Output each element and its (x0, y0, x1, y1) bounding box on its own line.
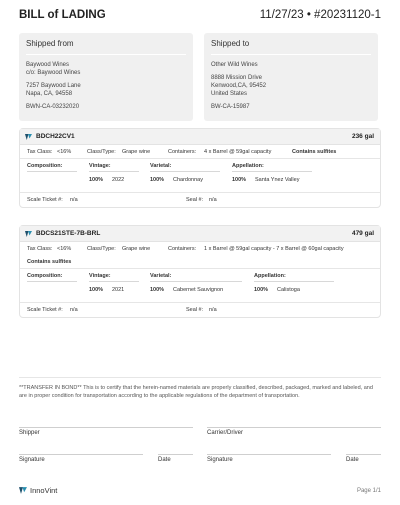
vintage-value: 2021 (112, 287, 125, 293)
scale-ticket-label: Scale Ticket #: (27, 307, 63, 313)
composition-row (20, 269, 380, 303)
product-info-row (20, 145, 380, 159)
tax-class-label: Tax Class: (27, 246, 53, 252)
scale-seal-row (20, 193, 380, 207)
document-header (19, 9, 381, 25)
product-volume: 236 gal (351, 133, 374, 140)
class-type-label: Class/Type: (87, 246, 116, 252)
product-code: BDCH22CV1 (36, 133, 75, 140)
scale-seal-row (20, 303, 380, 317)
containers-value: 4 x Barrel @ 59gal capacity (204, 149, 272, 155)
containers-label: Containers: (168, 149, 197, 155)
shipped-from-city: Napa, CA, 94558 (26, 91, 73, 97)
appellation-value: Calistoga (277, 287, 300, 293)
vintage-percent: 100% (89, 287, 104, 293)
seal-label: Seal #: (186, 197, 204, 203)
shipper-date-line (158, 454, 193, 455)
class-type-label: Class/Type: (87, 149, 116, 155)
appellation-label: Appellation: (254, 273, 286, 279)
shipped-from-name: Baywood Wines (26, 62, 70, 68)
tax-class-value: <16% (57, 246, 72, 252)
vintage-percent: 100% (89, 177, 104, 183)
carrier-date-label: Date (346, 457, 359, 463)
innovint-logo-icon (25, 231, 32, 237)
shipped-to-country: United States (211, 91, 248, 97)
shipped-to-city: Kenwood,CA, 95452 (211, 83, 267, 89)
carrier-label: Carrier/Driver (207, 430, 243, 436)
containers-label: Containers: (168, 246, 197, 252)
appellation-percent: 100% (254, 287, 269, 293)
vintage-label: Vintage: (89, 163, 111, 169)
composition-label: Composition: (27, 273, 63, 279)
scale-ticket-value: n/a (70, 307, 78, 313)
shipped-from-card (19, 33, 193, 121)
seal-value: n/a (209, 307, 217, 313)
varietal-percent: 100% (150, 177, 165, 183)
shipped-from-street: 7257 Baywood Lane (26, 83, 81, 89)
shipper-signature-line (19, 454, 143, 455)
shipped-to-title: Shipped to (211, 39, 371, 55)
carrier-date-line (346, 454, 381, 455)
document-number: 11/27/23 • #20231120-1 (259, 9, 381, 21)
shipper-signature-label: Signature (19, 457, 45, 463)
tax-class-value: <16% (57, 149, 72, 155)
product-card (19, 225, 381, 318)
product-card (19, 128, 381, 208)
class-type-value: Grape wine (122, 246, 151, 252)
vintage-label: Vintage: (89, 273, 111, 279)
scale-ticket-value: n/a (70, 197, 78, 203)
innovint-logo-icon (25, 134, 32, 140)
shipped-from-bond: BWN-CA-03232020 (26, 104, 80, 110)
innovint-logo-icon (19, 487, 27, 494)
page-number: Page 1/1 (356, 488, 381, 494)
class-type-value: Grape wine (122, 149, 151, 155)
product-header (20, 226, 380, 242)
sulfites-note: Contains sulfites (27, 259, 72, 265)
carrier-signature-label: Signature (207, 457, 233, 463)
seal-label: Seal #: (186, 307, 204, 313)
carrier-signature-line (207, 454, 331, 455)
product-info-row (20, 242, 380, 269)
appellation-label: Appellation: (232, 163, 264, 169)
shipped-from-care-of: c/o: Baywood Wines (26, 70, 81, 76)
shipped-to-street: 8888 Mission Drive (211, 75, 263, 81)
brand-name: InnoVint (30, 486, 58, 495)
shipper-line (19, 427, 193, 428)
shipper-label: Shipper (19, 430, 40, 436)
composition-row (20, 159, 380, 193)
sulfites-note: Contains sulfites (292, 149, 337, 155)
shipped-to-name: Other Wild Wines (211, 62, 258, 68)
shipper-date-label: Date (158, 457, 171, 463)
document-title: BILL of LADING (19, 9, 106, 21)
vintage-value: 2022 (112, 177, 125, 183)
scale-ticket-label: Scale Ticket #: (27, 197, 63, 203)
shipped-from-title: Shipped from (26, 39, 186, 55)
composition-label: Composition: (27, 163, 63, 169)
shipped-to-bond: BW-CA-15987 (211, 104, 250, 110)
varietal-percent: 100% (150, 287, 165, 293)
product-code: BDCS21STE-7B-BRL (36, 230, 101, 237)
carrier-line (207, 427, 381, 428)
tax-class-label: Tax Class: (27, 149, 53, 155)
varietal-label: Varietal: (150, 163, 172, 169)
product-volume: 479 gal (351, 230, 374, 237)
seal-value: n/a (209, 197, 217, 203)
transfer-in-bond-notice: **TRANSFER IN BOND** This is to certify that the herein-named materials are properly classified, described, packaged, marked and labeled, and are in proper condition for transportation according to the applicable regulations of the department of transportation. (19, 377, 381, 400)
varietal-label: Varietal: (150, 273, 172, 279)
varietal-value: Cabernet Sauvignon (173, 287, 224, 293)
product-header (20, 129, 380, 145)
shipped-to-card (204, 33, 378, 121)
appellation-value: Santa Ynez Valley (255, 177, 300, 183)
appellation-percent: 100% (232, 177, 247, 183)
containers-value: 1 x Barrel @ 59gal capacity - 7 x Barrel @ 60gal capacity (204, 246, 344, 252)
varietal-value: Chardonnay (173, 177, 203, 183)
